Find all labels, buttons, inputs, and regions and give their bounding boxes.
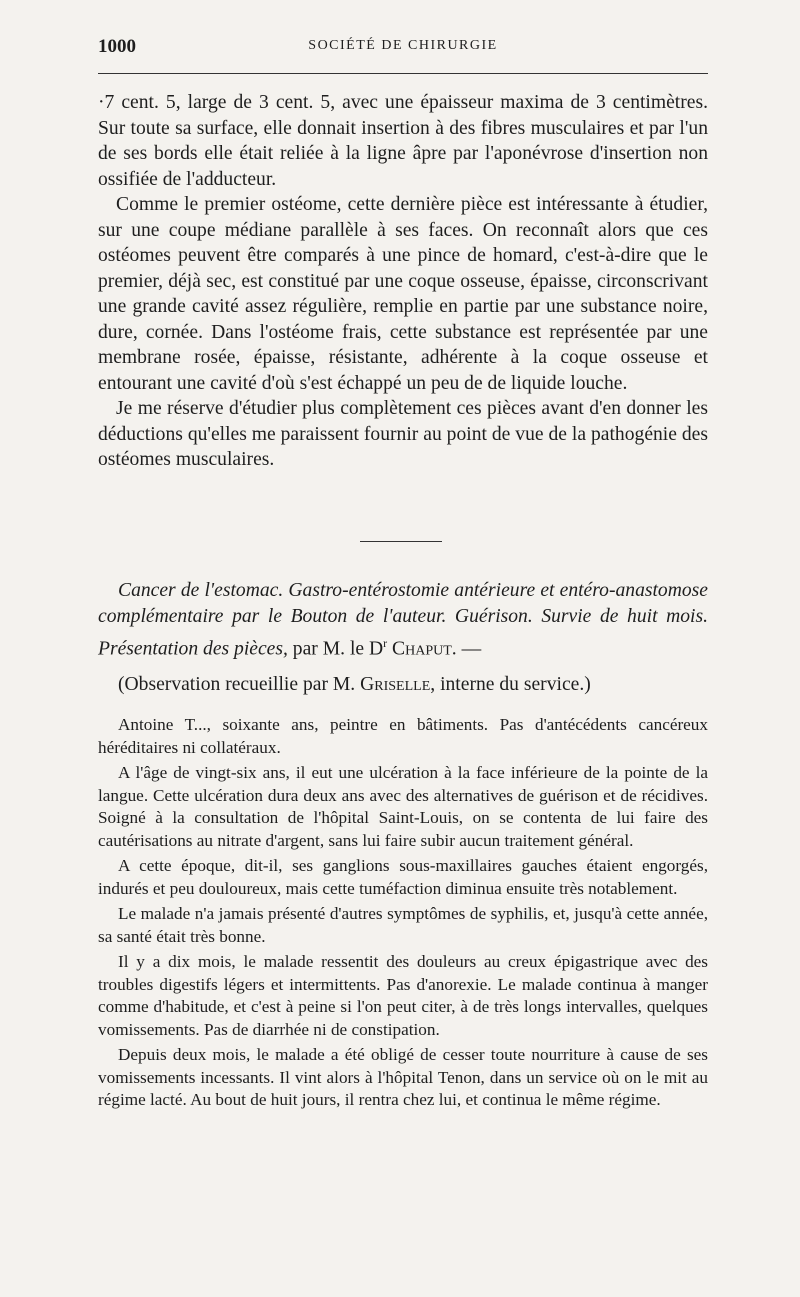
case-title [98,578,708,663]
page-header [98,36,708,60]
observation-suffix: , interne du service.) [430,674,591,695]
case-body [98,714,708,1115]
case-title-italic: Cancer de l'estomac. Gastro-entérostomie antérieure et entéro-anastomose complémentaire par le Bouton de l'auteur. Guérison. Survie de huit mois. Présentation des pièces, [98,580,708,660]
page-number: 1000 [98,36,136,57]
intro-paragraph-2: Comme le premier ostéome, cette dernière pièce est intéressante à étudier, sur une coupe médiane parallèle à ses faces. On reconnaît alors que ces ostéomes peuvent être comparés à une pince de homard, c'est-à-dire que le premier, déjà sec, est constitué par une coque osseuse, épaisse, circonscrivant une grande cavité assez régulière, remplie en partie par une substance noire, dure, cornée. Dans l'ostéome frais, cette substance est représentée par une membrane rosée, épaisse, résistante, adhérente à la coque osseuse et entourant une cavité d'où s'est échappé un peu de de liquide louche. [98,194,708,394]
observation-note [98,672,708,698]
case-paragraph-1: Antoine T..., soixante ans, peintre en bâtiments. Pas d'antécédents cancéreux héréditaires ni collatéraux. [98,715,708,757]
case-title-by: par M. le D [287,638,384,660]
case-paragraph-3: A cette époque, dit-il, ses ganglions sous-maxillaires gauches étaient engorgés, indurés et peu douloureux, mais cette tuméfaction diminua ensuite très notablement. [98,856,708,898]
section-separator [360,541,442,542]
case-title-dr-sup: r [383,636,388,650]
observation-name: Griselle [360,674,431,695]
observation-prefix: (Observation recueillie par M. [118,674,361,695]
case-title-author: Chaput [392,638,452,660]
case-title-dash: . — [451,638,482,660]
case-paragraph-6: Depuis deux mois, le malade a été obligé de cesser toute nourriture à cause de ses vomissements incessants. Il vint alors à l'hôpital Tenon, dans un service où on le mit au régime lacté. Au bout de huit jours, il rentra chez lui, et continua le même régime. [98,1045,708,1109]
intro-section [98,90,708,473]
header-rule [98,73,708,74]
case-paragraph-5: Il y a dix mois, le malade ressentit des douleurs au creux épigastrique avec des troubles digestifs légers et intermittents. Pas d'anorexie. Le malade continua à manger comme d'habitude, et c'est à peine si l'on peut citer, à de très longs intervalles, quelques vomissements. Pas de diarrhée ni de constipation. [98,952,708,1039]
intro-paragraph-3: Je me réserve d'étudier plus complètement ces pièces avant d'en donner les déductions qu'elles me paraissent fournir au point de vue de la pathogénie des ostéomes musculaires. [98,398,708,470]
case-paragraph-4: Le malade n'a jamais présenté d'autres symptômes de syphilis, et, jusqu'à cette année, sa santé était très bonne. [98,904,708,946]
running-title: SOCIÉTÉ DE CHIRURGIE [308,38,498,53]
intro-paragraph-1: ·7 cent. 5, large de 3 cent. 5, avec une épaisseur maxima de 3 centimètres. Sur toute sa surface, elle donnait insertion à des fibres musculaires et par l'un de ses bords elle était reliée à la ligne âpre par l'aponévrose d'insertion non ossifiée de l'adducteur. [98,92,708,190]
case-paragraph-2: A l'âge de vingt-six ans, il eut une ulcération à la face inférieure de la pointe de la langue. Cette ulcération dura deux ans avec des alternatives de guérison et de récidives. Soigné à la consultation de l'hôpital Saint-Louis, on se contenta de lui faire des cautérisations au nitrate d'argent, sans lui faire subir aucun traitement général. [98,763,708,850]
